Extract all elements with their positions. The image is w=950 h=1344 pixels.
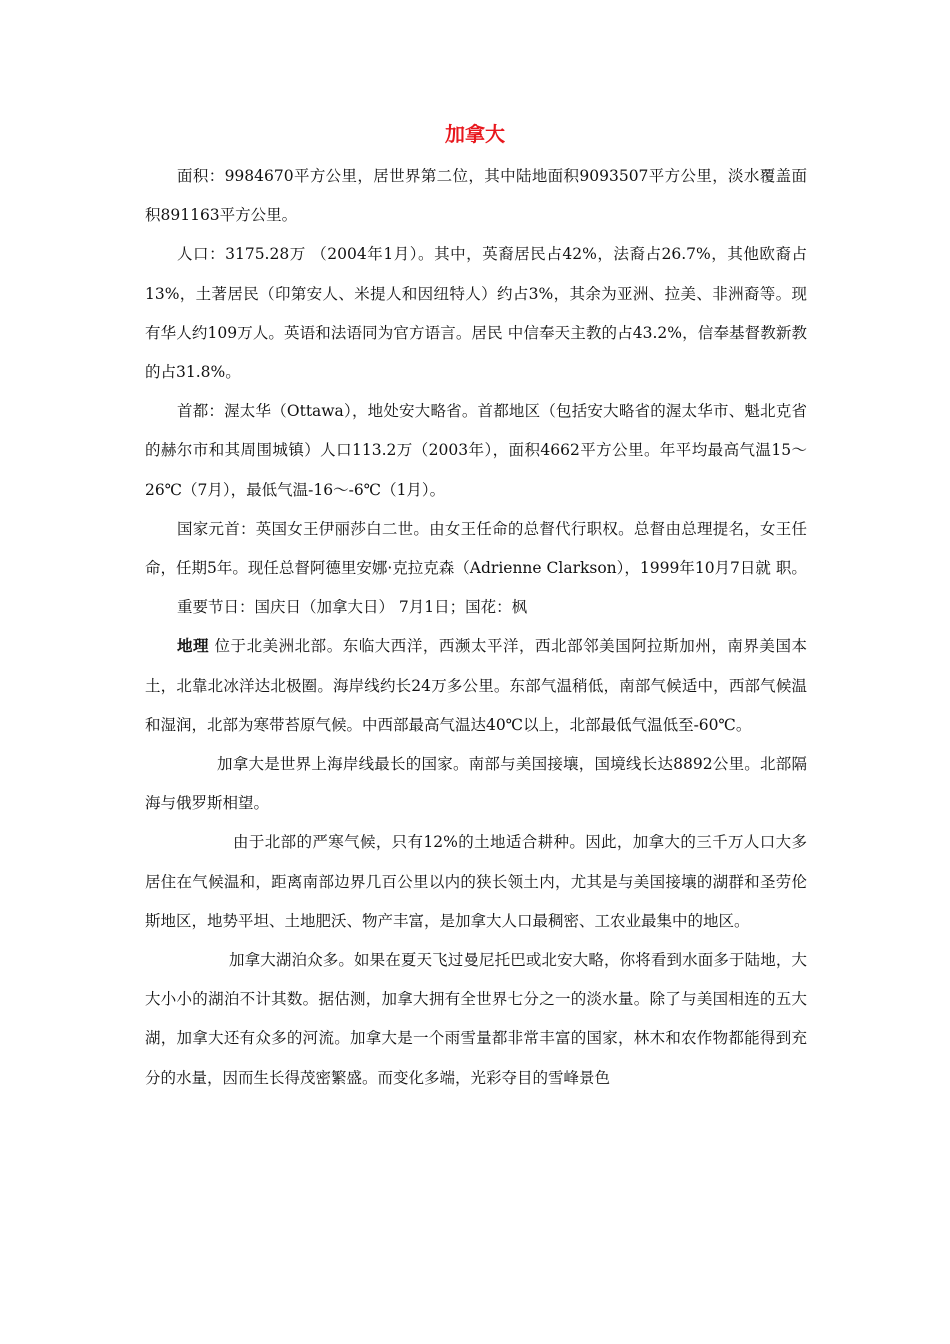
population-paragraph: 人口：3175.28万 （2004年1月）。其中，英裔居民占42%，法裔占26.7%，其他欧裔占13%，土著居民（印第安人、米提人和因纽特人）约占3%，其余为亚洲、拉美、非洲裔等。现有华人约109万人。英语和法语同为官方语言。居民 中信奉天主教的占43.2%，信奉基督教新教的占31.8%。	[145, 245, 807, 382]
geography-text: 位于北美洲北部。东临大西洋，西濒太平洋，西北部邻美国阿拉斯加州，南界美国本土，北靠北冰洋达北极圈。海岸线约长24万多公里。东部气温稍低，南部气候适中，西部气候温和湿润，北部为寒带苔原气候。中西部最高气温达40℃以上，北部最低气温低至-60℃。	[145, 637, 807, 734]
climate-land-paragraph: 由于北部的严寒气候，只有12%的土地适合耕种。因此，加拿大的三千万人口大多居住在气候温和，距离南部边界几百公里以内的狭长领土内，尤其是与美国接壤的湖群和圣劳伦斯地区，地势平坦、土地肥沃、物产丰富，是加拿大人口最稠密、工农业最集中的地区。	[145, 833, 807, 930]
area-paragraph: 面积：9984670平方公里，居世界第二位，其中陆地面积9093507平方公里，淡水覆盖面积891163平方公里。	[145, 167, 807, 225]
geography-paragraph	[145, 627, 807, 745]
capital-paragraph: 首都：渥太华（Ottawa），地处安大略省。首都地区（包括安大略省的渥太华市、魁北克省的赫尔市和其周围城镇）人口113.2万（2003年），面积4662平方公里。年平均最高气温15～26℃（7月），最低气温-16～-6℃（1月）。	[145, 402, 807, 499]
lakes-paragraph: 加拿大湖泊众多。如果在夏天飞过曼尼托巴或北安大略，你将看到水面多于陆地，大大小小的湖泊不计其数。据估测，加拿大拥有全世界七分之一的淡水量。除了与美国相连的五大湖，加拿大还有众多的河流。加拿大是一个雨雪量都非常丰富的国家，林木和农作物都能得到充分的水量，因而生长得茂密繁盛。而变化多端，光彩夺目的雪峰景色	[145, 951, 807, 1087]
geography-label: 地理	[177, 637, 210, 656]
document-body	[145, 157, 807, 1098]
document-title: 加拿大	[445, 122, 505, 146]
holidays-paragraph: 重要节日：国庆日（加拿大日） 7月1日；国花：枫	[177, 598, 528, 617]
head-of-state-paragraph: 国家元首：英国女王伊丽莎白二世。由女王任命的总督代行职权。总督由总理提名，女王任命，任期5年。现任总督阿德里安娜·克拉克森（Adrienne Clarkson），1999年10月7日就 职。	[145, 519, 807, 578]
coastline-paragraph: 加拿大是世界上海岸线最长的国家。南部与美国接壤，国境线长达8892公里。北部隔海与俄罗斯相望。	[145, 755, 807, 813]
